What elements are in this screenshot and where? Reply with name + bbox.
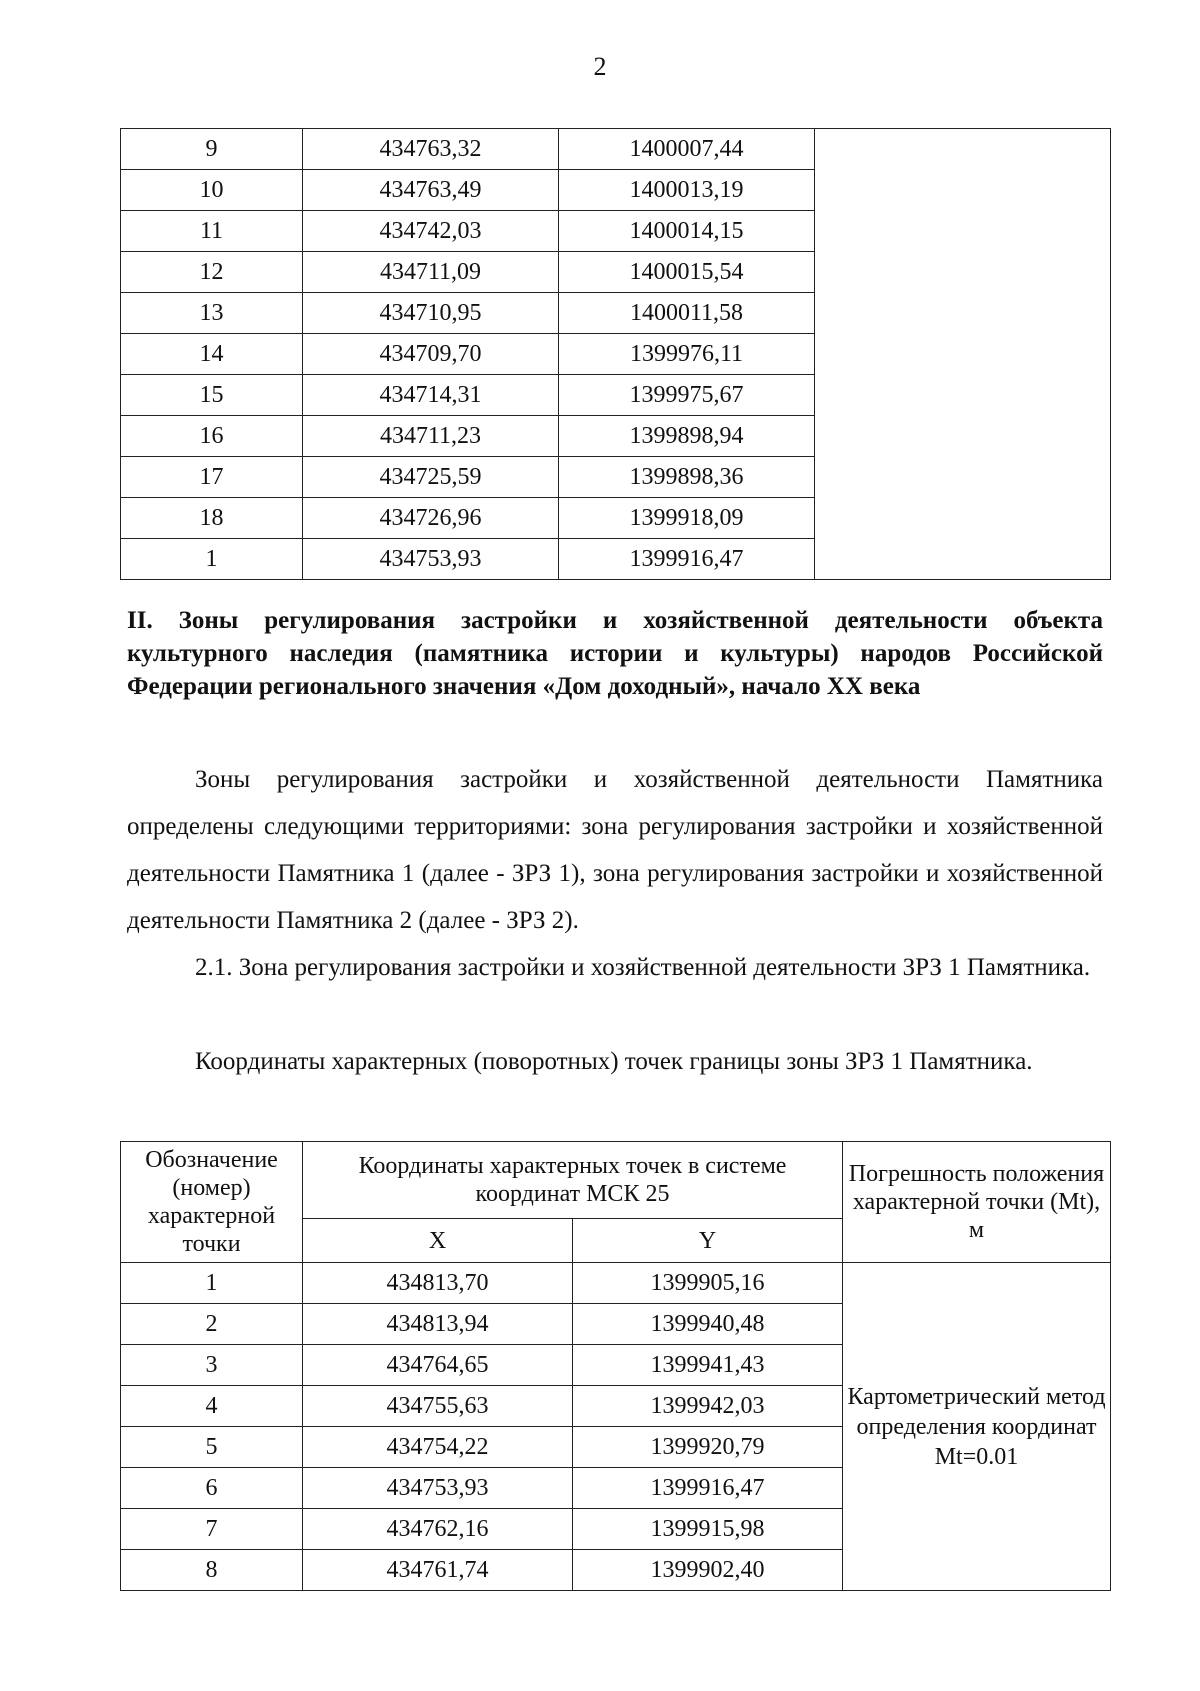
coord-y: 1399941,43 xyxy=(573,1345,843,1386)
point-number: 15 xyxy=(121,375,303,416)
error-method-cell: Картометрический метод определения координат Mt=0.01 xyxy=(843,1263,1111,1591)
point-number: 11 xyxy=(121,211,303,252)
error-cell-empty xyxy=(815,129,1111,580)
coord-x: 434710,95 xyxy=(303,293,559,334)
paragraph-coordinates-intro-text: Координаты характерных (поворотных) точек границы зоны ЗРЗ 1 Памятника. xyxy=(195,1048,1033,1075)
header-y: Y xyxy=(573,1219,843,1263)
coord-y: 1399975,67 xyxy=(559,375,815,416)
coordinates-table-continued xyxy=(120,128,1111,580)
coord-y: 1399942,03 xyxy=(573,1386,843,1427)
point-number: 17 xyxy=(121,457,303,498)
paragraph-zones xyxy=(127,756,1103,944)
coord-y: 1399976,11 xyxy=(559,334,815,375)
coord-y: 1399920,79 xyxy=(573,1427,843,1468)
point-number: 18 xyxy=(121,498,303,539)
section-heading: II. Зоны регулирования застройки и хозяйственной деятельности объекта культурного наследия (памятника истории и культуры) народов Российской Федерации регионального значения «Дом доходный», начало XX века xyxy=(127,607,1103,700)
coord-y: 1399918,09 xyxy=(559,498,815,539)
point-number: 1 xyxy=(121,539,303,580)
coord-y: 1399915,98 xyxy=(573,1509,843,1550)
coord-y: 1399916,47 xyxy=(573,1468,843,1509)
paragraph-zones-text: Зоны регулирования застройки и хозяйственной деятельности Памятника определены следующими территориями: зона регулирования застройки и хозяйственной деятельности Памятника 1 (далее - ЗРЗ 1), зона регулирования застройки и хозяйственной деятельности Памятника 2 (далее - ЗРЗ 2). xyxy=(127,766,1103,934)
coord-x: 434755,63 xyxy=(303,1386,573,1427)
paragraph-zone-1 xyxy=(127,944,1103,991)
coord-x: 434813,94 xyxy=(303,1304,573,1345)
point-number: 14 xyxy=(121,334,303,375)
coord-y: 1399902,40 xyxy=(573,1550,843,1591)
coord-x: 434764,65 xyxy=(303,1345,573,1386)
point-number: 2 xyxy=(121,1304,303,1345)
point-number: 1 xyxy=(121,1263,303,1304)
coord-x: 434753,93 xyxy=(303,539,559,580)
coord-x: 434754,22 xyxy=(303,1427,573,1468)
coord-x: 434725,59 xyxy=(303,457,559,498)
table-row xyxy=(121,1263,1111,1304)
point-number: 16 xyxy=(121,416,303,457)
point-number: 8 xyxy=(121,1550,303,1591)
coord-y: 1399940,48 xyxy=(573,1304,843,1345)
coord-x: 434762,16 xyxy=(303,1509,573,1550)
coord-x: 434763,49 xyxy=(303,170,559,211)
coordinates-table-zrz1 xyxy=(120,1141,1111,1591)
header-coordinates: Координаты характерных точек в системе координат МСК 25 xyxy=(303,1142,843,1219)
point-number: 10 xyxy=(121,170,303,211)
coord-y: 1399898,94 xyxy=(559,416,815,457)
point-number: 4 xyxy=(121,1386,303,1427)
paragraph-zone-1-text: 2.1. Зона регулирования застройки и хозяйственной деятельности ЗРЗ 1 Памятника. xyxy=(195,954,1091,981)
coord-x: 434742,03 xyxy=(303,211,559,252)
coord-x: 434753,93 xyxy=(303,1468,573,1509)
coord-y: 1400011,58 xyxy=(559,293,815,334)
point-number: 6 xyxy=(121,1468,303,1509)
coord-x: 434763,32 xyxy=(303,129,559,170)
table-row xyxy=(121,129,1111,170)
table-header-row xyxy=(121,1142,1111,1219)
coord-x: 434711,09 xyxy=(303,252,559,293)
coord-y: 1399916,47 xyxy=(559,539,815,580)
coord-x: 434714,31 xyxy=(303,375,559,416)
header-error: Погрешность положения характерной точки (Mt), м xyxy=(843,1142,1111,1263)
coord-x: 434761,74 xyxy=(303,1550,573,1591)
coord-y: 1400015,54 xyxy=(559,252,815,293)
point-number: 13 xyxy=(121,293,303,334)
coord-x: 434813,70 xyxy=(303,1263,573,1304)
header-point: Обозначение (номер) характерной точки xyxy=(121,1142,303,1263)
paragraph-coordinates-intro xyxy=(127,1038,1103,1085)
coord-x: 434709,70 xyxy=(303,334,559,375)
coord-x: 434711,23 xyxy=(303,416,559,457)
header-x: X xyxy=(303,1219,573,1263)
coord-y: 1400013,19 xyxy=(559,170,815,211)
coord-y: 1400007,44 xyxy=(559,129,815,170)
coord-y: 1400014,15 xyxy=(559,211,815,252)
point-number: 3 xyxy=(121,1345,303,1386)
point-number: 5 xyxy=(121,1427,303,1468)
page-number: 2 xyxy=(593,52,607,81)
point-number: 7 xyxy=(121,1509,303,1550)
coord-x: 434726,96 xyxy=(303,498,559,539)
point-number: 9 xyxy=(121,129,303,170)
point-number: 12 xyxy=(121,252,303,293)
coord-y: 1399898,36 xyxy=(559,457,815,498)
coord-y: 1399905,16 xyxy=(573,1263,843,1304)
